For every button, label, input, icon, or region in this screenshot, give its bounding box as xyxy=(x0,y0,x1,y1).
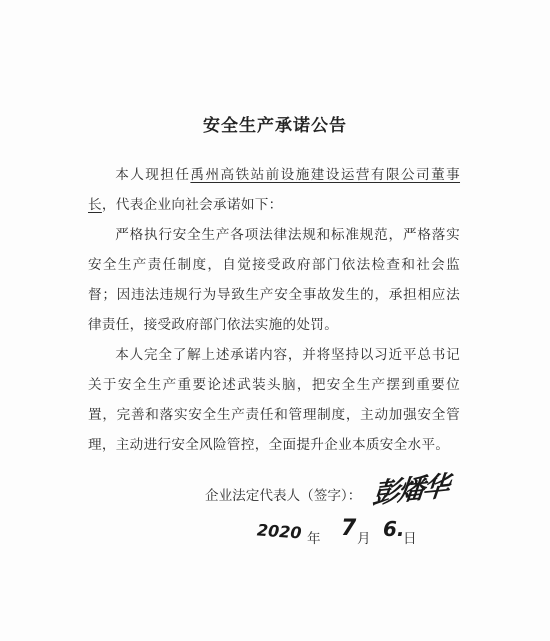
paragraph1-before: 本人现担任 xyxy=(115,167,191,183)
signature-label: 企业法定代表人（签字）： xyxy=(205,488,362,504)
date-month-handwritten: 7 xyxy=(341,516,357,541)
handwritten-signature: 彭燔华 xyxy=(371,470,450,511)
date-year-handwritten: 2020 xyxy=(256,520,303,543)
document-title: 安全生产承诺公告 xyxy=(203,116,347,136)
date-month-label: 月 xyxy=(357,531,371,547)
date-year-label: 年 xyxy=(307,531,321,547)
paragraph-understanding: 本人完全了解上述承诺内容，并将坚持以习近平总书记关于安全生产重要论述武装头脑，把安全生产摆到重要位置，完善和落实安全生产责任和管理制度，主动加强安全管理，主动进行安全风险管控，全面提升企业本质安全水平。 xyxy=(88,347,460,453)
date-day-label: 日 xyxy=(403,531,417,547)
document-body xyxy=(88,160,460,460)
paragraph1-after: ，代表企业向社会承诺如下： xyxy=(101,197,283,213)
date-day-handwritten: 6. xyxy=(383,517,405,541)
signing-date xyxy=(255,516,455,560)
paragraph-commitment: 严格执行安全生产各项法律法规和标准规范，严格落实安全生产责任制度，自觉接受政府部门依法检查和社会监督；因违法违规行为导致生产安全事故发生的，承担相应法律责任，接受政府部门依法实施的处罚。 xyxy=(88,227,460,333)
filled-company-position: 禹州高铁站前设施建设运营有限公司董事长 xyxy=(88,167,461,213)
paragraph-position xyxy=(88,160,460,220)
